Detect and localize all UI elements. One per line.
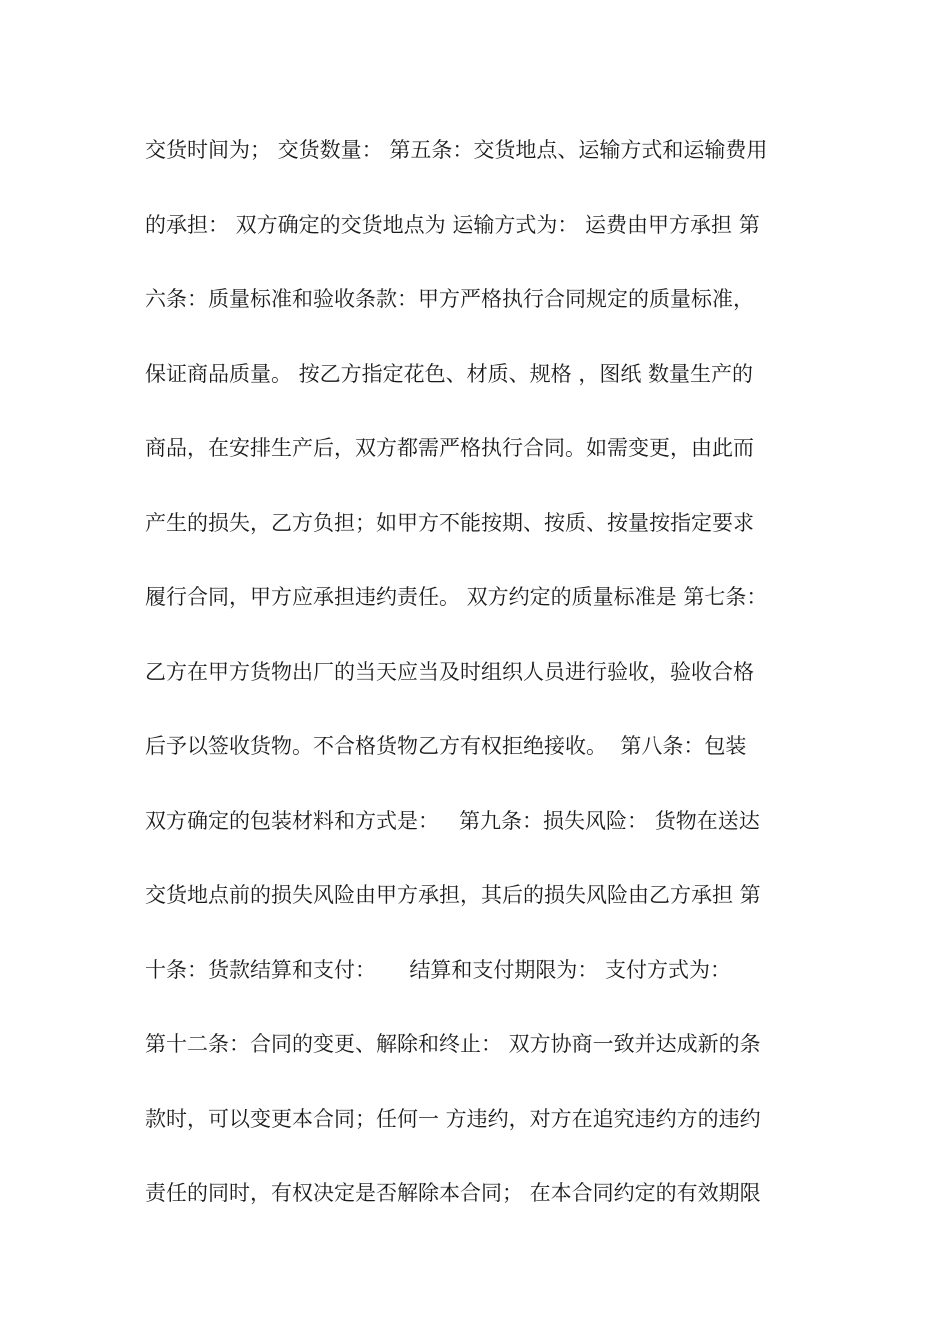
text-line: 的承担： 双方确定的交货地点为 运输方式为： 运费由甲方承担 第	[145, 212, 760, 237]
contract-text-body	[145, 131, 810, 1249]
text-line: 十条：货款结算和支付： 结算和支付期限为： 支付方式为：	[145, 957, 732, 982]
text-line: 款时，可以变更本合同；任何一 方违约，对方在追究违约方的违约	[145, 1106, 761, 1131]
text-line: 双方确定的包装材料和方式是： 第九条：损失风险： 货物在送达	[145, 808, 760, 833]
text-line: 责任的同时，有权决定是否解除本合同； 在本合同约定的有效期限	[145, 1181, 761, 1205]
text-line: 第十二条：合同的变更、解除和终止： 双方协商一致并达成新的条	[145, 1032, 761, 1056]
text-line: 乙方在甲方货物出厂的当天应当及时组织人员进行验收，验收合格	[145, 659, 754, 684]
text-line: 产生的损失，乙方负担；如甲方不能按期、按质、按量按指定要求	[145, 510, 754, 535]
text-line: 交货地点前的损失风险由甲方承担，其后的损失风险由乙方承担 第	[145, 883, 761, 907]
text-line: 六条：质量标准和验收条款：甲方严格执行合同规定的质量标准，	[145, 287, 754, 311]
text-line: 商品，在安排生产后，双方都需严格执行合同。如需变更，由此而	[145, 436, 754, 460]
text-line: 履行合同，甲方应承担违约责任。 双方约定的质量标准是 第七条：	[145, 585, 768, 609]
text-line: 交货时间为； 交货数量： 第五条：交货地点、运输方式和运输费用	[145, 138, 768, 162]
text-line: 保证商品质量。 按乙方指定花色、材质、规格 ，图纸 数量生产的	[145, 361, 754, 386]
text-line: 后予以签收货物。不合格货物乙方有权拒绝接收。 第八条：包装	[145, 734, 747, 758]
